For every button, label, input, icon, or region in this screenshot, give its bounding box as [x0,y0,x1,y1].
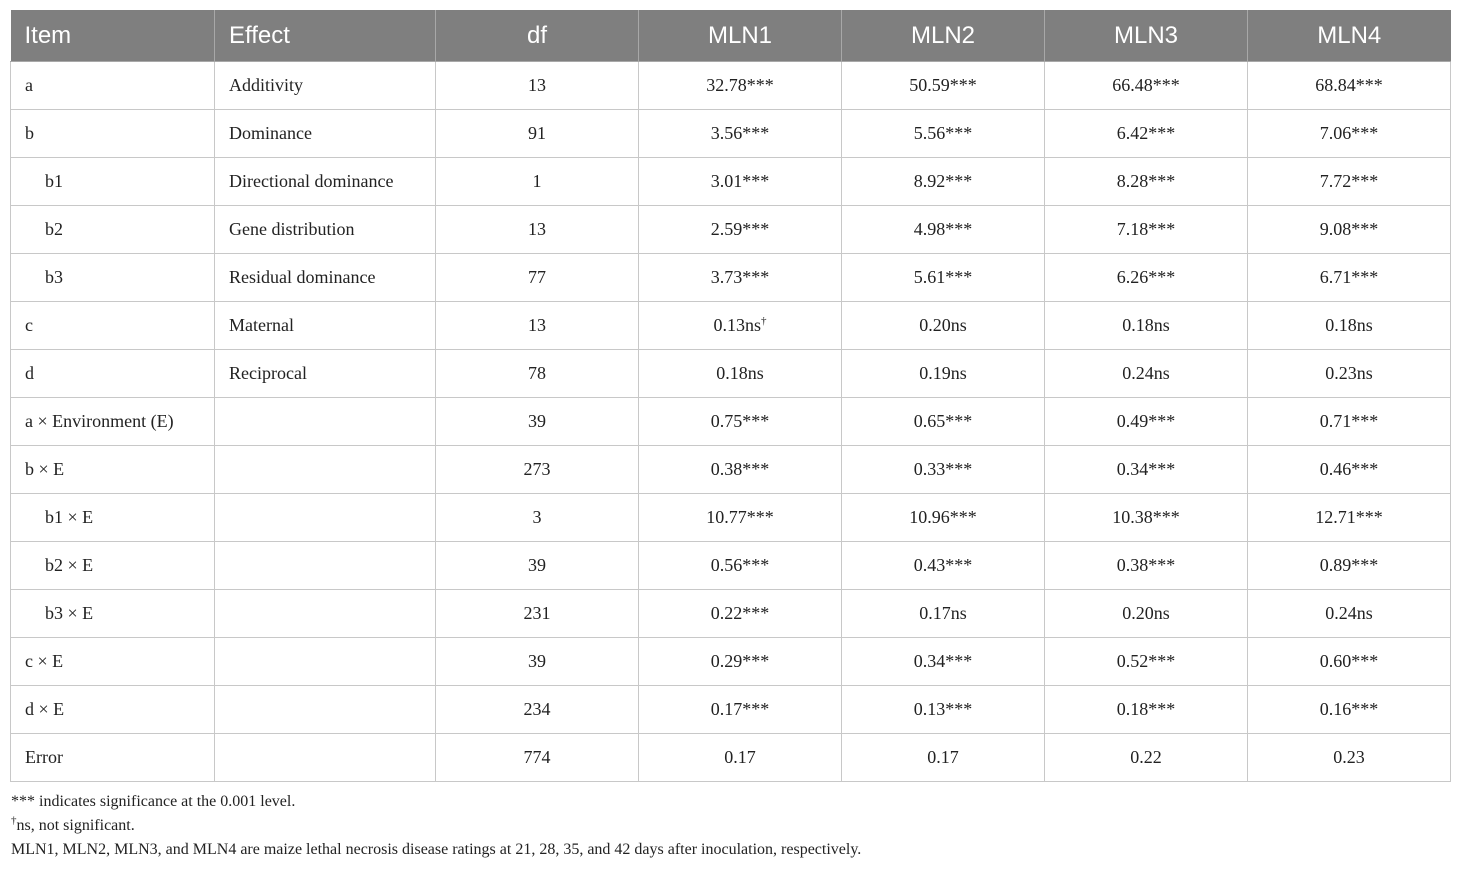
cell-effect [215,734,436,782]
cell-item [11,206,215,254]
cell-mln4 [1248,446,1451,494]
cell-mln3-value: 0.34*** [1116,459,1176,479]
table-row [11,110,1451,158]
cell-mln3 [1045,686,1248,734]
cell-mln3-value: 0.24ns [1122,363,1170,383]
cell-mln1 [639,590,842,638]
cell-mln1 [639,686,842,734]
cell-df [436,158,639,206]
cell-mln1-value: 0.38*** [710,459,770,479]
cell-df-value: 13 [528,219,546,239]
cell-mln2 [842,542,1045,590]
cell-item-value: Error [25,747,63,767]
cell-mln3-value: 10.38*** [1112,507,1180,527]
dagger-mark: † [11,814,17,827]
cell-df [436,350,639,398]
header-mln3: MLN3 [1045,10,1248,62]
table-row [11,158,1451,206]
cell-mln2-value: 5.56*** [913,123,973,143]
cell-mln4-value: 0.18ns [1325,315,1373,335]
cell-item [11,350,215,398]
cell-mln2 [842,734,1045,782]
cell-mln2 [842,398,1045,446]
cell-item [11,158,215,206]
cell-mln4 [1248,254,1451,302]
cell-df [436,734,639,782]
cell-effect [215,302,436,350]
cell-item-value: d × E [25,699,65,719]
cell-mln2 [842,302,1045,350]
cell-mln3 [1045,350,1248,398]
cell-mln1 [639,542,842,590]
table-row [11,734,1451,782]
cell-mln1-value: 0.17 [724,747,756,767]
cell-df [436,686,639,734]
cell-mln2 [842,62,1045,110]
cell-effect [215,638,436,686]
cell-mln2-value: 0.17ns [919,603,967,623]
cell-item-value: b2 × E [45,555,94,575]
table-row [11,590,1451,638]
cell-mln2-value: 0.17 [927,747,959,767]
cell-mln1 [639,446,842,494]
cell-mln2 [842,350,1045,398]
cell-mln4 [1248,686,1451,734]
cell-df-value: 13 [528,315,546,335]
cell-mln3-value: 0.18ns [1122,315,1170,335]
cell-mln2-value: 50.59*** [909,75,977,95]
cell-mln1 [639,734,842,782]
cell-mln1-value: 0.75*** [710,411,770,431]
cell-df-value: 39 [528,651,546,671]
table-row [11,446,1451,494]
cell-df [436,446,639,494]
cell-effect-value: Additivity [229,75,304,95]
cell-mln4 [1248,494,1451,542]
cell-item-value: b1 × E [45,507,94,527]
cell-mln1 [639,398,842,446]
cell-mln3 [1045,446,1248,494]
cell-mln2 [842,494,1045,542]
cell-mln2 [842,638,1045,686]
cell-df-value: 3 [532,507,542,527]
table-row [11,638,1451,686]
cell-mln4 [1248,590,1451,638]
cell-mln4 [1248,158,1451,206]
cell-mln2-value: 0.20ns [919,315,967,335]
cell-mln1-value: 3.01*** [710,171,770,191]
cell-df-value: 78 [528,363,546,383]
cell-mln3 [1045,302,1248,350]
cell-mln3-value: 0.52*** [1116,651,1176,671]
cell-mln1-value: 0.56*** [710,555,770,575]
cell-mln4-value: 0.16*** [1319,699,1379,719]
cell-mln2-value: 5.61*** [913,267,973,287]
cell-mln3 [1045,494,1248,542]
cell-df-value: 91 [528,123,546,143]
cell-effect [215,446,436,494]
cell-mln4 [1248,638,1451,686]
cell-df-value: 774 [523,747,551,767]
cell-item-value: c [25,315,33,335]
cell-mln2 [842,110,1045,158]
cell-df [436,110,639,158]
footnote-ns-text: ns, not significant. [16,817,135,834]
cell-item-value: a [25,75,33,95]
cell-effect-value: Directional dominance [229,171,394,191]
cell-df-value: 273 [523,459,551,479]
cell-mln2 [842,254,1045,302]
cell-mln4-value: 12.71*** [1315,507,1383,527]
footnote-mln-definition: MLN1, MLN2, MLN3, and MLN4 are maize lethal necrosis disease ratings at 21, 28, 35, and 42 days after inoculation, respectively. [11,841,862,858]
cell-mln4-value: 0.46*** [1319,459,1379,479]
cell-effect-value: Reciprocal [229,363,307,383]
cell-mln4 [1248,542,1451,590]
cell-mln4 [1248,302,1451,350]
anova-table-container [10,10,1450,782]
cell-mln4 [1248,62,1451,110]
cell-mln4 [1248,734,1451,782]
cell-mln3-value: 6.26*** [1116,267,1176,287]
table-row [11,62,1451,110]
cell-mln4 [1248,350,1451,398]
cell-mln1 [639,62,842,110]
cell-mln2-value: 8.92*** [913,171,973,191]
cell-item-value: b1 [45,171,63,191]
cell-df-value: 39 [528,411,546,431]
cell-df [436,206,639,254]
cell-mln2-value: 0.33*** [913,459,973,479]
cell-df [436,542,639,590]
cell-effect [215,110,436,158]
cell-mln3 [1045,158,1248,206]
cell-item [11,446,215,494]
cell-effect [215,494,436,542]
table-header [11,10,1451,62]
cell-mln1-value: 0.13ns [713,315,761,335]
cell-mln2-value: 0.13*** [913,699,973,719]
cell-item [11,638,215,686]
cell-mln3-value: 0.22 [1130,747,1162,767]
cell-item-value: b3 × E [45,603,94,623]
cell-mln2 [842,158,1045,206]
cell-mln3-value: 8.28*** [1116,171,1176,191]
dagger-mark: † [761,315,767,327]
cell-mln3 [1045,542,1248,590]
cell-mln4-value: 0.23ns [1325,363,1373,383]
cell-mln1-value: 10.77*** [706,507,774,527]
cell-mln3 [1045,110,1248,158]
cell-item-value: b [25,123,34,143]
cell-mln3 [1045,734,1248,782]
cell-item-value: d [25,363,34,383]
cell-mln3-value: 0.20ns [1122,603,1170,623]
table-body [11,62,1451,782]
cell-mln3-value: 6.42*** [1116,123,1176,143]
cell-mln4-value: 0.24ns [1325,603,1373,623]
cell-mln1 [639,110,842,158]
table-row [11,686,1451,734]
cell-effect [215,686,436,734]
cell-effect [215,398,436,446]
header-mln1: MLN1 [639,10,842,62]
cell-df-value: 234 [523,699,551,719]
cell-item [11,110,215,158]
cell-mln2 [842,446,1045,494]
cell-item [11,398,215,446]
cell-mln3 [1045,590,1248,638]
cell-mln4 [1248,110,1451,158]
cell-item [11,542,215,590]
cell-mln4-value: 68.84*** [1315,75,1383,95]
cell-mln1 [639,494,842,542]
cell-effect-value: Maternal [229,315,294,335]
cell-item [11,494,215,542]
cell-df [436,398,639,446]
cell-mln4-value: 7.06*** [1319,123,1379,143]
table-row [11,494,1451,542]
cell-effect [215,206,436,254]
cell-mln2-value: 0.43*** [913,555,973,575]
cell-mln4-value: 0.89*** [1319,555,1379,575]
cell-mln3-value: 7.18*** [1116,219,1176,239]
cell-mln4-value: 6.71*** [1319,267,1379,287]
cell-df [436,302,639,350]
cell-mln2-value: 0.65*** [913,411,973,431]
cell-mln1-value: 0.22*** [710,603,770,623]
table-row [11,350,1451,398]
cell-mln2-value: 10.96*** [909,507,977,527]
table-row [11,542,1451,590]
header-df: df [436,10,639,62]
cell-effect [215,158,436,206]
cell-item [11,590,215,638]
cell-mln4-value: 0.71*** [1319,411,1379,431]
cell-mln4-value: 0.60*** [1319,651,1379,671]
cell-df-value: 13 [528,75,546,95]
cell-mln1-value: 0.18ns [716,363,764,383]
cell-item [11,302,215,350]
table-row [11,254,1451,302]
cell-mln3 [1045,398,1248,446]
cell-item-value: c × E [25,651,64,671]
cell-mln3 [1045,638,1248,686]
header-row [11,10,1451,62]
cell-mln4-value: 9.08*** [1319,219,1379,239]
cell-mln1-value: 0.17*** [710,699,770,719]
cell-df [436,638,639,686]
cell-mln4-value: 0.23 [1333,747,1365,767]
cell-mln1 [639,158,842,206]
cell-mln3-value: 66.48*** [1112,75,1180,95]
cell-mln1 [639,206,842,254]
cell-mln3 [1045,254,1248,302]
cell-mln2 [842,206,1045,254]
cell-mln2-value: 0.19ns [919,363,967,383]
cell-df-value: 231 [523,603,551,623]
cell-df [436,62,639,110]
footnotes [11,790,1441,862]
cell-effect [215,350,436,398]
header-mln2: MLN2 [842,10,1045,62]
cell-effect [215,62,436,110]
cell-item-value: b3 [45,267,63,287]
cell-mln4-value: 7.72*** [1319,171,1379,191]
cell-effect [215,254,436,302]
cell-effect-value: Gene distribution [229,219,355,239]
cell-item [11,734,215,782]
cell-effect-value: Dominance [229,123,312,143]
cell-mln2-value: 0.34*** [913,651,973,671]
cell-mln2 [842,686,1045,734]
cell-item [11,686,215,734]
table-row [11,206,1451,254]
cell-mln4 [1248,398,1451,446]
cell-df-value: 1 [532,171,542,191]
cell-mln3-value: 0.18*** [1116,699,1176,719]
cell-mln3-value: 0.38*** [1116,555,1176,575]
header-mln4: MLN4 [1248,10,1451,62]
cell-df-value: 39 [528,555,546,575]
cell-mln4 [1248,206,1451,254]
cell-item-value: b2 [45,219,63,239]
cell-df [436,254,639,302]
table-row [11,302,1451,350]
header-effect: Effect [215,10,436,62]
cell-mln1 [639,302,842,350]
anova-table [10,10,1451,782]
cell-mln1-value: 0.29*** [710,651,770,671]
cell-mln1 [639,254,842,302]
cell-mln1-value: 3.73*** [710,267,770,287]
cell-mln2 [842,590,1045,638]
footnote-significance: *** indicates significance at the 0.001 level. [11,793,296,810]
cell-mln1-value: 2.59*** [710,219,770,239]
cell-mln1-value: 3.56*** [710,123,770,143]
header-item: Item [11,10,215,62]
cell-item-value: b × E [25,459,65,479]
cell-mln3 [1045,62,1248,110]
cell-mln3 [1045,206,1248,254]
cell-mln1-value: 32.78*** [706,75,774,95]
cell-df-value: 77 [528,267,546,287]
cell-effect-value: Residual dominance [229,267,376,287]
cell-mln1 [639,638,842,686]
cell-item [11,62,215,110]
cell-item-value: a × Environment (E) [25,411,174,431]
cell-mln3-value: 0.49*** [1116,411,1176,431]
cell-df [436,590,639,638]
cell-mln1 [639,350,842,398]
cell-item [11,254,215,302]
cell-effect [215,542,436,590]
cell-effect [215,590,436,638]
footnote-ns [11,814,1441,838]
cell-df [436,494,639,542]
table-row [11,398,1451,446]
cell-mln2-value: 4.98*** [913,219,973,239]
